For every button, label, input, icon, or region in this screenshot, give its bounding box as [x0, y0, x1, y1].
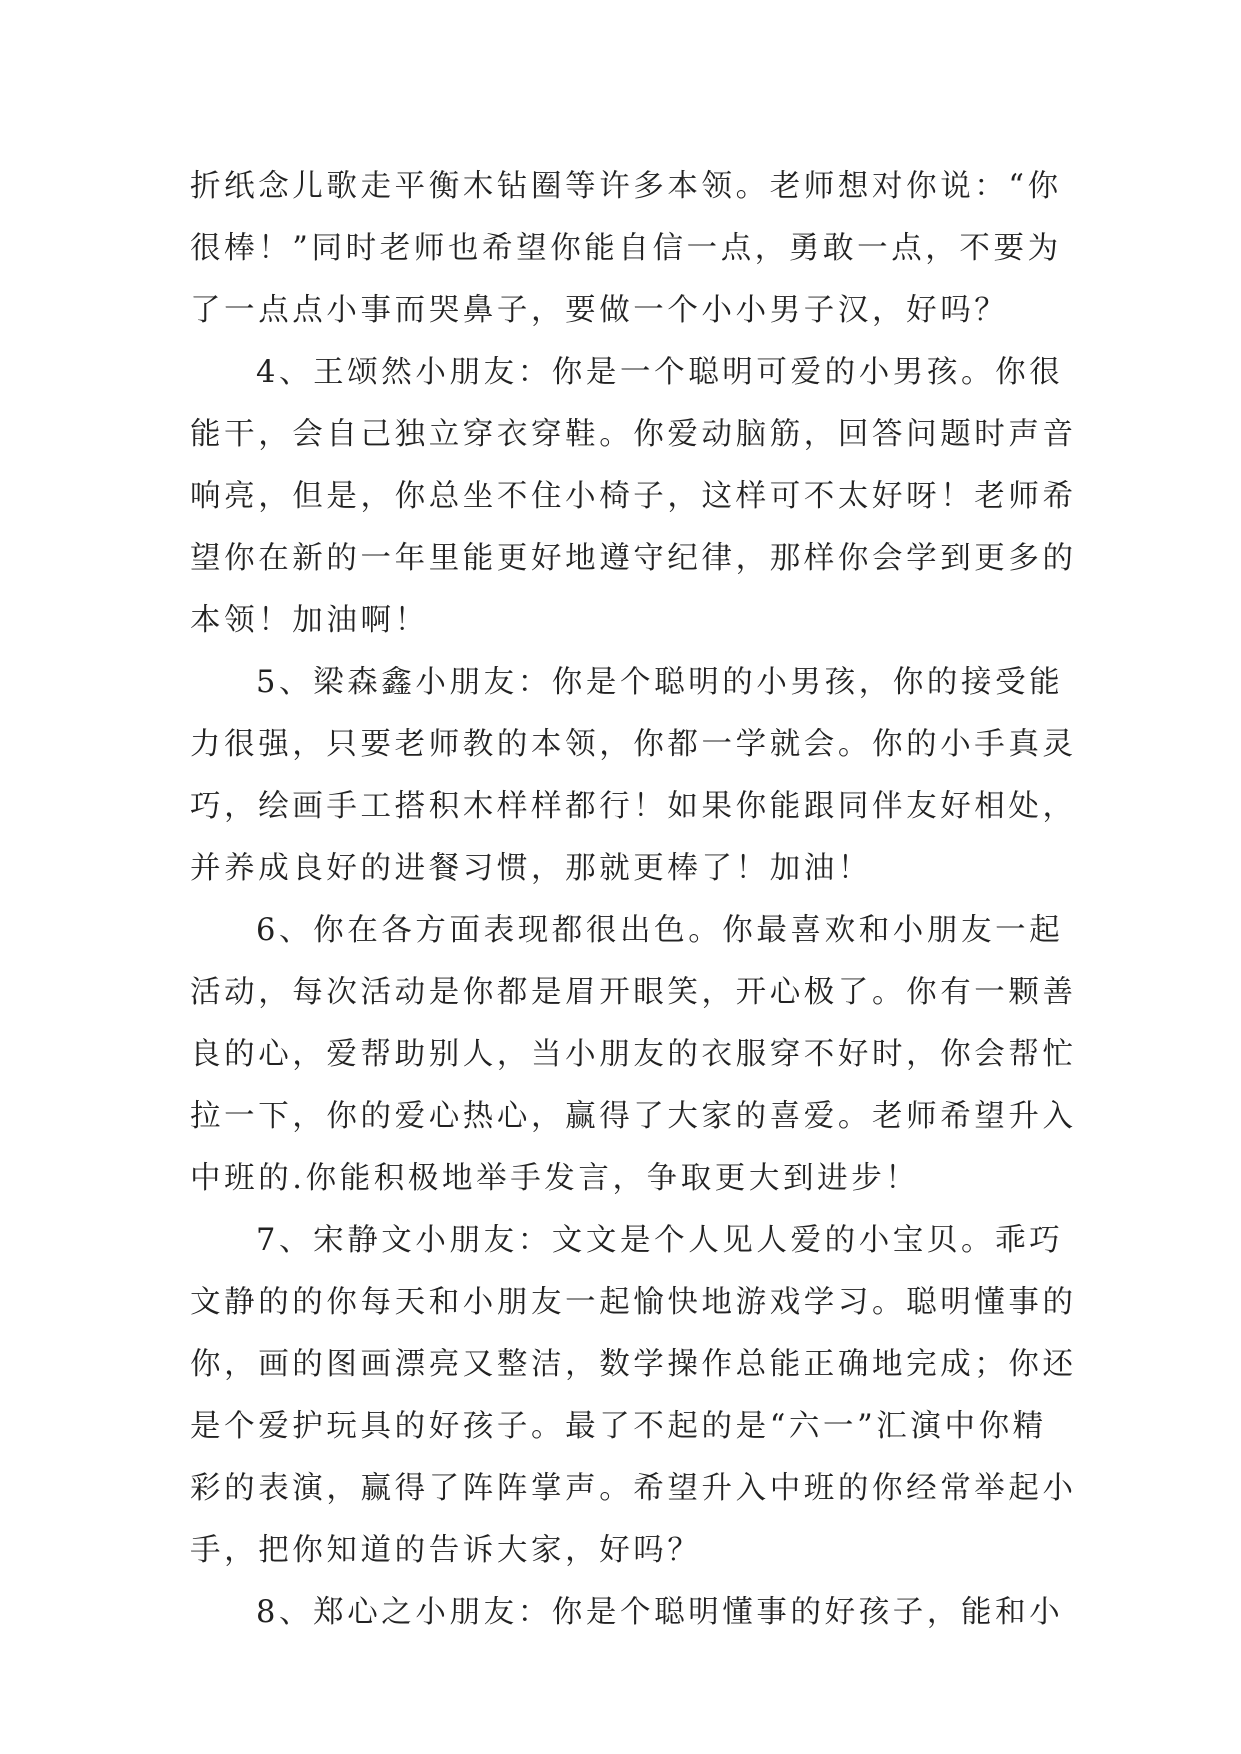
text-line: 良的心，爱帮助别人，当小朋友的衣服穿不好时，你会帮忙: [190, 1037, 1077, 1072]
text-line: 拉一下，你的爱心热心，赢得了大家的喜爱。老师希望升入: [190, 1099, 1077, 1134]
paragraph-start-line: 6、你在各方面表现都很出色。你最喜欢和小朋友一起: [256, 913, 1064, 948]
text-line: 能干，会自己独立穿衣穿鞋。你爱动脑筋，回答问题时声音: [190, 417, 1077, 452]
text-line: 文静的的你每天和小朋友一起愉快地游戏学习。聪明懂事的: [190, 1285, 1077, 1320]
text-line: 活动，每次活动是你都是眉开眼笑，开心极了。你有一颗善: [190, 975, 1077, 1010]
text-line: 巧，绘画手工搭积木样样都行！如果你能跟同伴友好相处，: [190, 789, 1077, 824]
text-line: 了一点点小事而哭鼻子，要做一个小小男子汉，好吗？: [190, 293, 1009, 328]
paragraph-start-line: 8、郑心之小朋友：你是个聪明懂事的好孩子，能和小: [256, 1595, 1064, 1630]
text-line: 中班的.你能积极地举手发言，争取更大到进步！: [190, 1161, 920, 1196]
text-line: 响亮，但是，你总坐不住小椅子，这样可不太好呀！老师希: [190, 479, 1077, 514]
paragraph-start-line: 7、宋静文小朋友：文文是个人见人爱的小宝贝。乖巧: [256, 1223, 1064, 1258]
text-line: 本领！加油啊！: [190, 603, 429, 638]
text-line: 并养成良好的进餐习惯，那就更棒了！加油！: [190, 851, 872, 886]
text-line: 彩的表演，赢得了阵阵掌声。希望升入中班的你经常举起小: [190, 1471, 1077, 1506]
text-line: 手，把你知道的告诉大家，好吗？: [190, 1533, 702, 1568]
paragraph-start-line: 5、梁森鑫小朋友：你是个聪明的小男孩，你的接受能: [256, 665, 1064, 700]
text-line: 折纸念儿歌走平衡木钻圈等许多本领。老师想对你说：“你: [190, 169, 1062, 204]
text-line: 望你在新的一年里能更好地遵守纪律，那样你会学到更多的: [190, 541, 1077, 576]
document-body: [190, 156, 1077, 1644]
text-line: 是个爱护玩具的好孩子。最了不起的是“六一”汇演中你精: [190, 1409, 1047, 1444]
paragraph-start-line: 4、王颂然小朋友：你是一个聪明可爱的小男孩。你很: [256, 355, 1064, 390]
text-line: 力很强，只要老师教的本领，你都一学就会。你的小手真灵: [190, 727, 1077, 762]
text-line: 你，画的图画漂亮又整洁，数学操作总能正确地完成；你还: [190, 1347, 1077, 1382]
text-line: 很棒！”同时老师也希望你能自信一点，勇敢一点，不要为: [190, 231, 1062, 266]
